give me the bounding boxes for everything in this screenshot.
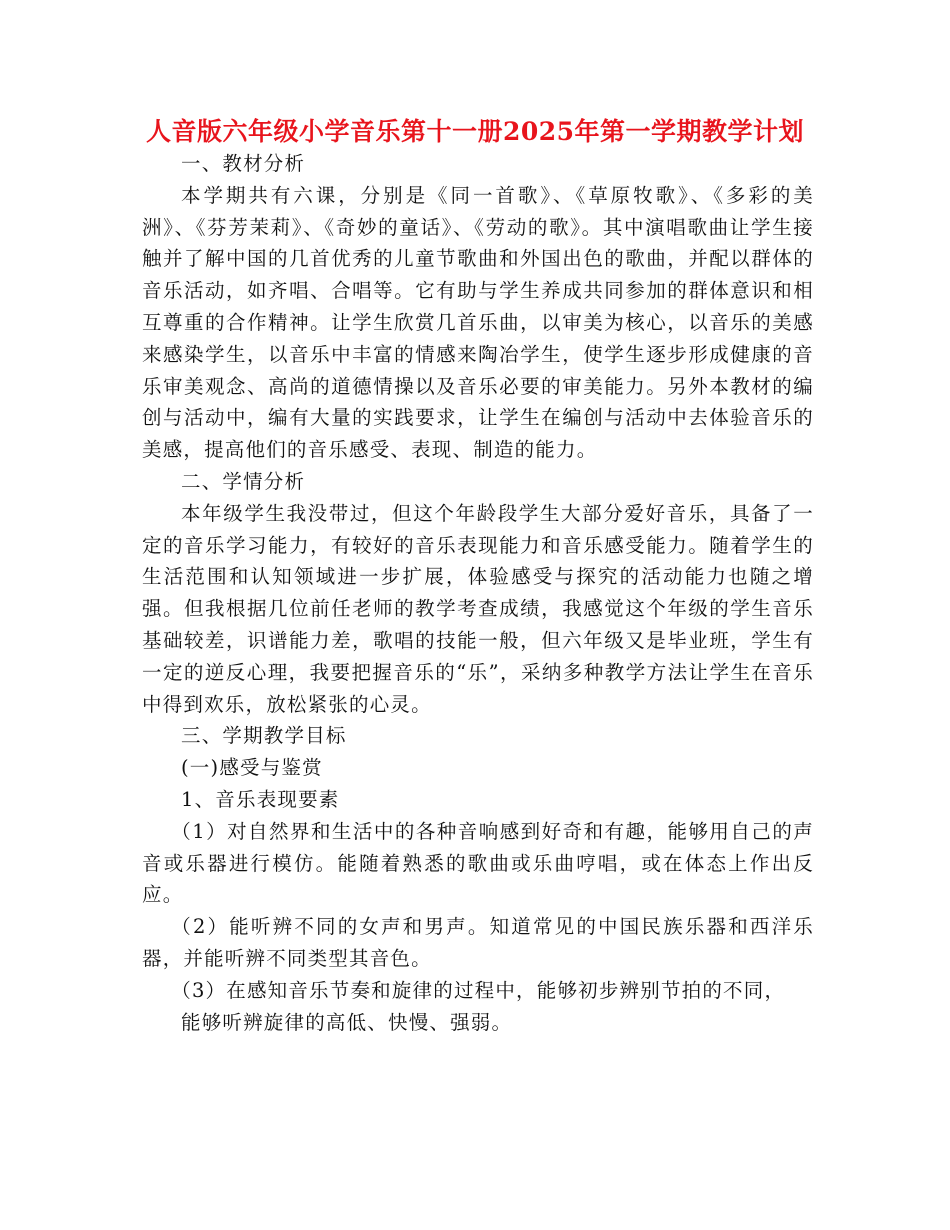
paragraph-textbook-analysis: 本学期共有六课，分别是《同一首歌》、《草原牧歌》、《多彩的美洲》、《芬芳茉莉》、《奇妙的童话》、《劳动的歌》。其中演唱歌曲让学生接触并了解中国的几首优秀的儿童节歌曲和外国出色的歌曲，并配以群体的音乐活动，如齐唱、合唱等。它有助与学生养成共同参加的群体意识和相互尊重的合作精神。让学生欣赏几首乐曲，以审美为核心，以音乐的美感来感染学生，以音乐中丰富的情感来陶冶学生，使学生逐步形成健康的音乐审美观念、高尚的道德情操以及音乐必要的审美能力。另外本教材的编创与活动中，编有大量的实践要求，让学生在编创与活动中去体验音乐的美感，提高他们的音乐感受、表现、制造的能力。 <box>142 183 814 462</box>
list-item-2: （2）能听辨不同的女声和男声。知道常见的中国民族乐器和西洋乐器，并能听辨不同类型其音色。 <box>142 915 814 970</box>
section-heading-student-analysis: 二、学情分析 <box>181 469 306 493</box>
section-heading-teaching-goals: 三、学期教学目标 <box>181 724 347 748</box>
subheading-appreciation: (一)感受与鉴赏 <box>181 756 323 780</box>
list-item-3-line-1: （3）在感知音乐节奏和旋律的过程中，能够初步辨别节拍的不同， <box>171 978 786 1002</box>
document-title: 人音版六年级小学音乐第十一册2025年第一学期教学计划 <box>145 117 805 146</box>
document-body <box>142 148 814 1038</box>
paragraph-student-analysis: 本年级学生我没带过，但这个年龄段学生大部分爱好音乐，具备了一定的音乐学习能力，有较好的音乐表现能力和音乐感受能力。随着学生的生活范围和认知领域进一步扩展，体验感受与探究的活动能力也随之增强。但我根据几位前任老师的教学考查成绩，我感觉这个年级的学生音乐基础较差，识谱能力差，歌唱的技能一般，但六年级又是毕业班，学生有一定的逆反心理，我要把握音乐的“乐”，采纳多种教学方法让学生在音乐中得到欢乐，放松紧张的心灵。 <box>142 501 814 716</box>
section-heading-textbook-analysis: 一、教材分析 <box>181 152 306 175</box>
list-item-3-line-2: 能够听辨旋律的高低、快慢、强弱。 <box>181 1010 513 1034</box>
subheading-music-elements: 1、音乐表现要素 <box>181 787 340 811</box>
list-item-1: （1）对自然界和生活中的各种音响感到好奇和有趣，能够用自己的声音或乐器进行模仿。能随着熟悉的歌曲或乐曲哼唱，或在体态上作出反应。 <box>142 819 814 907</box>
